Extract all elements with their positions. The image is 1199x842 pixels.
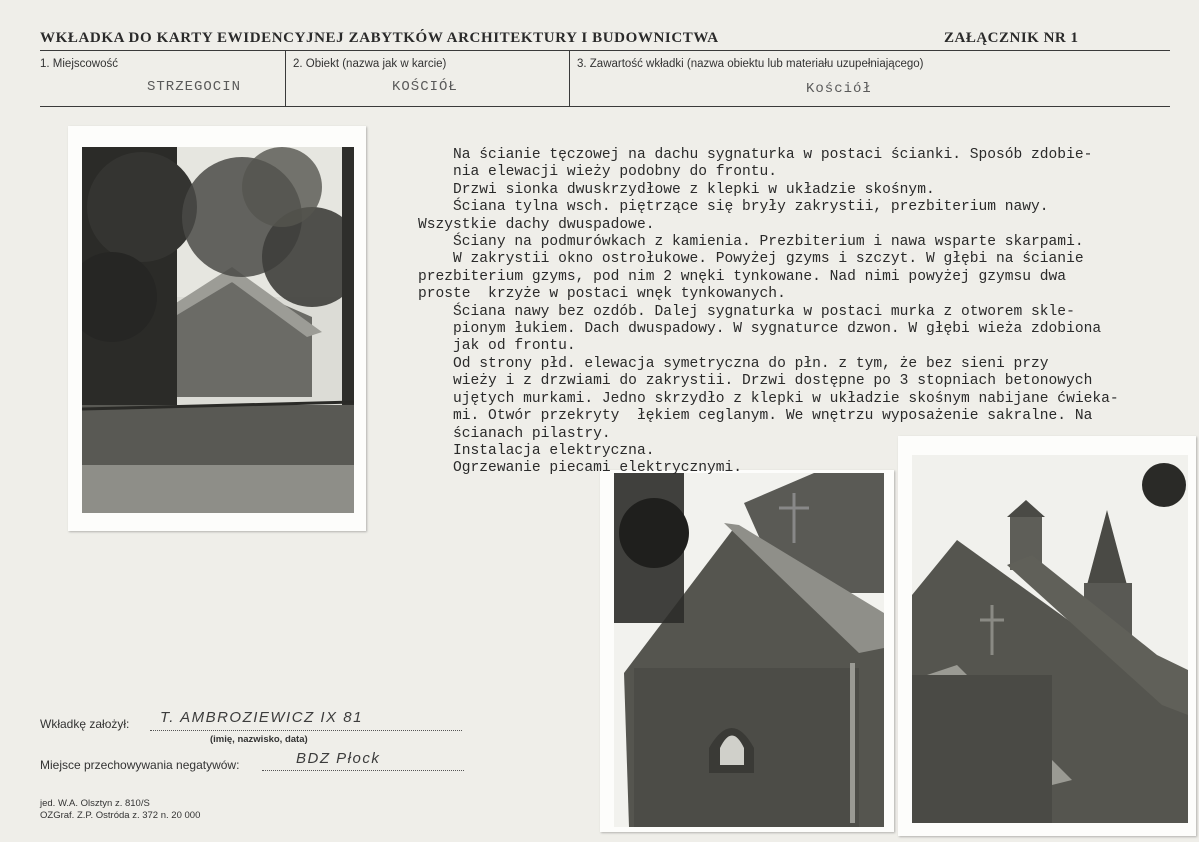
photo-church-trees [68,126,366,531]
description-line: nia elewacji wieży podobny do frontu. [418,164,778,181]
description-line: Ściana tylna wsch. piętrzące się bryły zakrystii, prezbiterium nawy. [418,199,1049,216]
header-rule-top [40,50,1170,51]
field-divider-2 [569,51,570,106]
field-divider-1 [285,51,286,106]
description-line: proste krzyże w postaci wnęk tynkowanych. [418,286,786,303]
description-line: Ogrzewanie piecami elektrycznymi. [418,460,743,477]
description-line: wieży i z drzwiami do zakrystii. Drzwi dostępne po 3 stopniach betonowych [418,373,1093,390]
field-contents-value: Kościół [806,81,872,97]
created-by-hint: (imię, nazwisko, data) [210,734,308,745]
description-line: Od strony płd. elewacja symetryczna do płn. z tym, że bez sieni przy [418,355,1049,372]
storage-label: Miejsce przechowywania negatywów: [40,758,240,772]
field-locality-value: STRZEGOCIN [147,79,242,95]
description-line: Ściany na podmurówkach z kamienia. Prezbiterium i nawa wsparte skarpami. [418,234,1084,251]
photo-church-gable [600,470,894,832]
field-object-value: KOŚCIÓŁ [392,79,458,95]
storage-line [262,770,464,771]
description-line: jak od frontu. [418,338,576,355]
description-line: Instalacja elektryczna. [418,442,655,459]
description-line: ujętych murkami. Jedno skrzydło z klepki w układzie skośnym nabijane ćwieka- [418,390,1119,407]
created-by-line [150,730,462,731]
field-locality-label: 1. Miejscowość [40,58,118,70]
annex-number: ZAŁĄCZNIK NR 1 [944,30,1079,46]
photo-church-tower [898,436,1196,836]
description-line: Na ścianie tęczowej na dachu sygnaturka w postaci ścianki. Sposób zdobie- [418,147,1093,163]
description-line: mi. Otwór przekryty łękiem ceglanym. We wnętrzu wyposażenie sakralne. Na [418,408,1093,425]
created-by-value: T. AMBROZIEWICZ IX 81 [160,709,363,726]
header-rule-bottom [40,106,1170,107]
print-info-1: jed. W.A. Olsztyn z. 810/S [40,798,150,809]
description-line: pionym łukiem. Dach dwuspadowy. W sygnaturce dzwon. W głębi wieża zdobiona [418,321,1102,338]
storage-value: BDZ Płock [296,750,381,767]
description-line: Ściana nawy bez ozdób. Dalej sygnaturka w postaci murka z otworem skle- [418,303,1075,320]
description-line: ścianach pilastry. [418,425,611,442]
print-info-2: OZGraf. Z.P. Ostróda z. 372 n. 20 000 [40,810,201,821]
photo-church-trees-image [82,147,354,513]
form-title: WKŁADKA DO KARTY EWIDENCYJNEJ ZABYTKÓW ARCHITEKTURY I BUDOWNICTWA [40,30,719,46]
photo-church-gable-image [614,473,884,827]
description-text [418,147,1198,478]
description-line: prezbiterium gzyms, pod nim 2 wnęki tynkowane. Nad nimi powyżej gzymsu dwa [418,268,1067,285]
description-line: W zakrystii okno ostrołukowe. Powyżej gzyms i szczyt. W głębi na ścianie [418,251,1084,268]
description-line: Drzwi sionka dwuskrzydłowe z klepki w układzie skośnym. [418,181,935,198]
field-object-label: 2. Obiekt (nazwa jak w karcie) [293,58,447,70]
field-contents-label: 3. Zawartość wkładki (nazwa obiektu lub materiału uzupełniającego) [577,58,924,70]
created-by-label: Wkładkę założył: [40,717,130,731]
description-line: Wszystkie dachy dwuspadowe. [418,216,655,233]
photo-church-tower-image [912,455,1188,823]
